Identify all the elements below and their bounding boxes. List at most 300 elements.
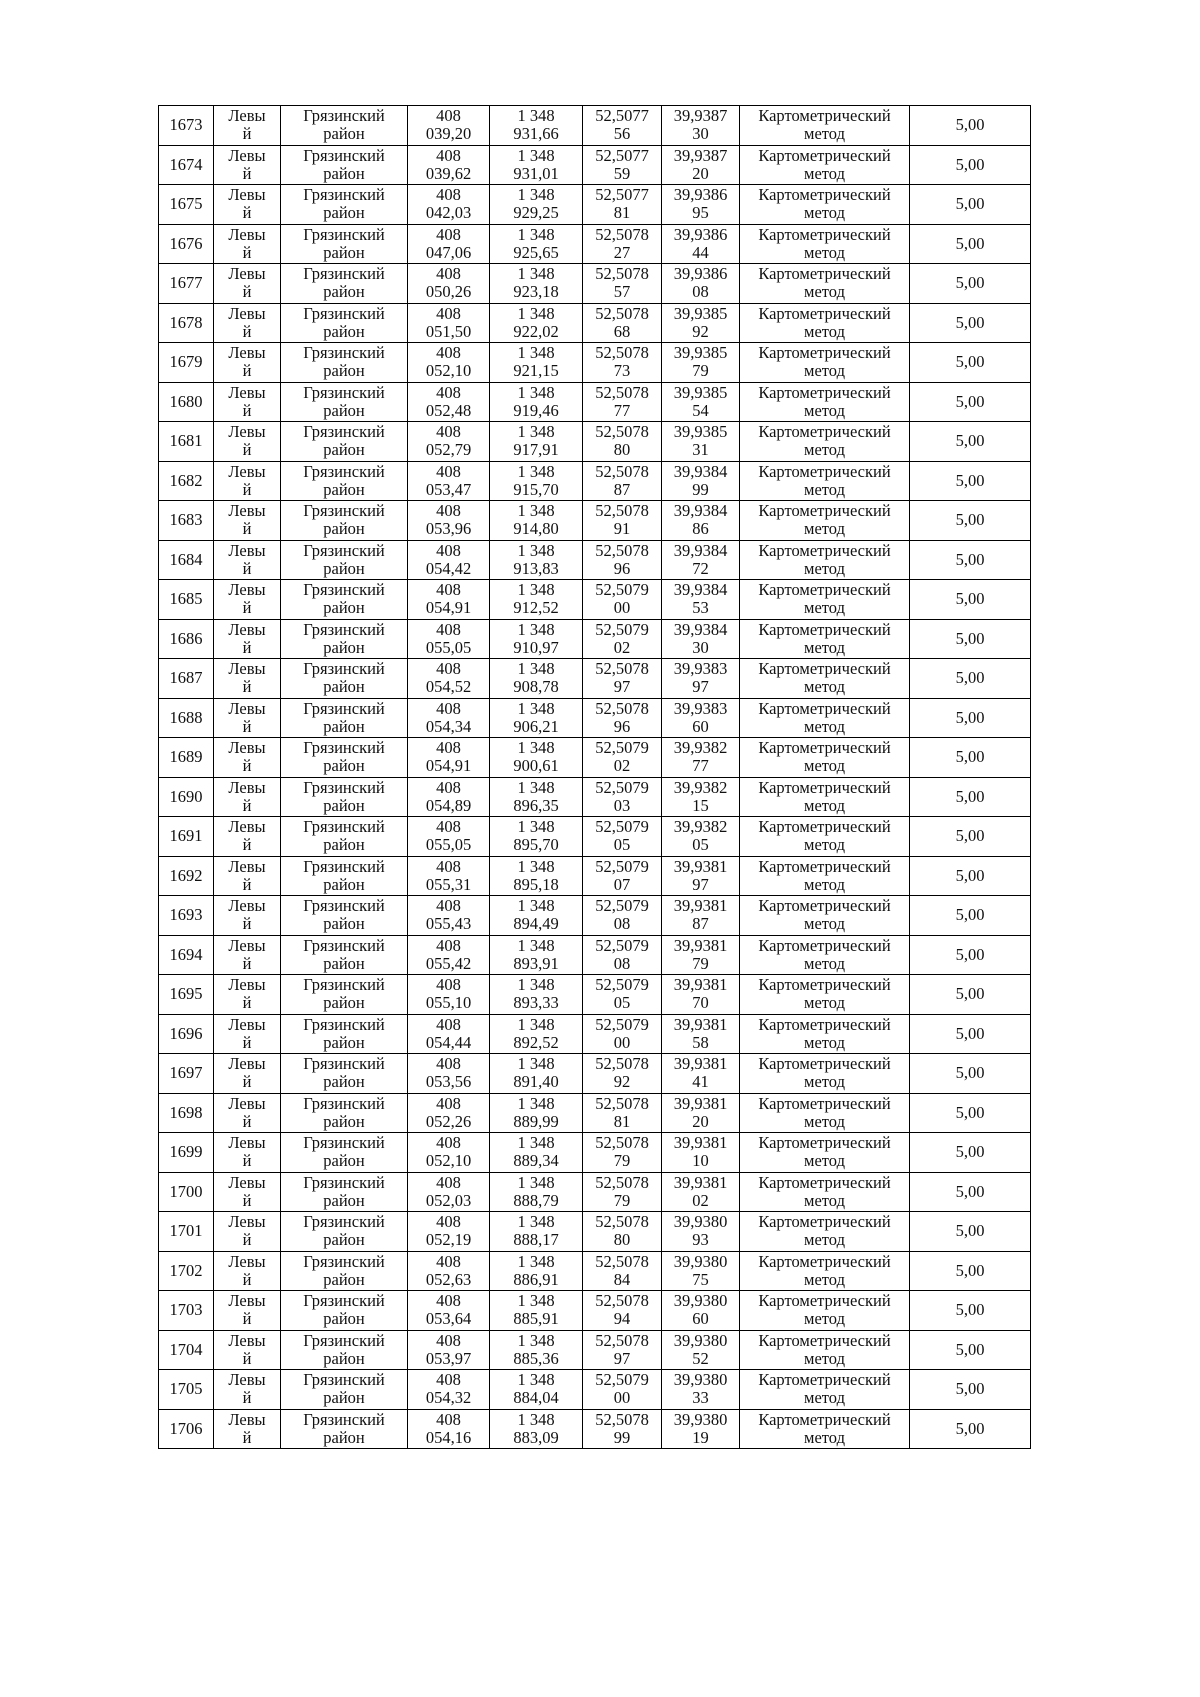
point-number-cell: 1696	[159, 1014, 214, 1054]
bank-side-line: й	[242, 1111, 252, 1131]
x-coordinate-line: 408	[436, 817, 461, 836]
x-coordinate-line: 408	[436, 461, 461, 481]
bank-side-cell	[214, 738, 281, 778]
x-coordinate-line: 055,10	[425, 993, 472, 1012]
latitude-cell	[583, 935, 662, 975]
table-row	[159, 1093, 1031, 1133]
y-coordinate-line: 1 348	[517, 1291, 555, 1310]
point-number-cell: 1673	[159, 106, 214, 146]
longitude-line: 39,9381	[673, 856, 728, 876]
determination-method-line: Картометрический	[758, 382, 891, 402]
latitude-line: 07	[613, 874, 631, 894]
y-coordinate-line: 888,79	[513, 1190, 559, 1210]
district-line: район	[323, 598, 365, 617]
x-coordinate-line: 408	[436, 185, 461, 204]
y-coordinate-cell	[490, 1172, 583, 1212]
longitude-line: 39,9384	[673, 461, 728, 481]
y-coordinate-cell	[490, 777, 583, 817]
bank-side-cell	[214, 1409, 281, 1449]
x-coordinate-line: 053,64	[425, 1309, 472, 1328]
district-cell	[281, 382, 408, 422]
table-row	[159, 106, 1031, 146]
latitude-cell	[583, 1330, 662, 1370]
determination-method-line: метод	[804, 1190, 845, 1210]
table-row	[159, 1172, 1031, 1212]
bank-side-line: Левы	[228, 817, 266, 836]
longitude-line: 10	[692, 1151, 709, 1170]
latitude-cell	[583, 975, 662, 1015]
longitude-cell	[662, 1054, 740, 1094]
district-line: район	[323, 479, 365, 499]
bank-side-cell	[214, 1093, 281, 1133]
point-number-cell: 1705	[159, 1370, 214, 1410]
longitude-line: 39,9381	[673, 1172, 728, 1192]
determination-method-cell	[740, 422, 910, 462]
bank-side-cell	[214, 303, 281, 343]
x-coordinate-line: 408	[436, 659, 461, 678]
bank-side-line: й	[242, 637, 252, 657]
longitude-line: 15	[692, 795, 709, 815]
latitude-line: 02	[613, 756, 631, 775]
latitude-line: 96	[613, 716, 631, 736]
x-coordinate-line: 408	[436, 145, 461, 165]
bank-side-line: й	[242, 677, 252, 696]
determination-method-line: метод	[804, 1388, 845, 1407]
table-row	[159, 619, 1031, 659]
longitude-cell	[662, 422, 740, 462]
determination-method-line: метод	[804, 795, 845, 815]
bank-side-line: й	[242, 914, 252, 933]
determination-method-line: метод	[804, 163, 845, 183]
latitude-cell	[583, 106, 662, 146]
latitude-line: 00	[613, 1388, 631, 1407]
longitude-line: 31	[692, 440, 709, 459]
latitude-line: 27	[613, 242, 631, 262]
x-coordinate-cell	[408, 659, 490, 699]
x-coordinate-line: 054,44	[425, 1032, 472, 1052]
longitude-line: 39,9386	[673, 224, 728, 244]
bank-side-line: Левы	[228, 343, 266, 362]
x-coordinate-line: 408	[436, 1409, 461, 1429]
district-line: Грязинский	[303, 1172, 385, 1192]
district-line: Грязинский	[303, 777, 385, 797]
longitude-cell	[662, 975, 740, 1015]
determination-method-cell	[740, 856, 910, 896]
district-line: район	[323, 874, 365, 894]
x-coordinate-line: 052,10	[425, 1151, 472, 1170]
determination-method-line: метод	[804, 598, 845, 617]
bank-side-line: й	[242, 1151, 252, 1170]
district-cell	[281, 935, 408, 975]
latitude-line: 57	[613, 282, 631, 301]
y-coordinate-line: 1 348	[517, 1212, 555, 1231]
bank-side-cell	[214, 1251, 281, 1291]
latitude-cell	[583, 1291, 662, 1331]
determination-method-line: Картометрический	[758, 896, 891, 915]
y-coordinate-line: 892,52	[513, 1032, 559, 1052]
latitude-line: 52,5078	[595, 343, 649, 362]
determination-method-line: метод	[804, 835, 845, 854]
district-cell	[281, 975, 408, 1015]
longitude-line: 86	[692, 519, 709, 538]
accuracy-cell: 5,00	[910, 698, 1031, 738]
bank-side-line: й	[242, 1269, 252, 1289]
x-coordinate-line: 408	[436, 896, 461, 915]
longitude-cell	[662, 540, 740, 580]
bank-side-line: й	[242, 1309, 252, 1328]
table-body	[159, 106, 1031, 1449]
y-coordinate-line: 895,18	[513, 874, 559, 894]
y-coordinate-line: 1 348	[517, 1054, 555, 1073]
latitude-line: 81	[613, 203, 631, 222]
district-line: Грязинский	[303, 501, 385, 520]
district-cell	[281, 343, 408, 383]
y-coordinate-line: 1 348	[517, 501, 555, 520]
longitude-line: 39,9380	[673, 1251, 728, 1271]
x-coordinate-cell	[408, 145, 490, 185]
y-coordinate-line: 1 348	[517, 422, 555, 441]
determination-method-line: Картометрический	[758, 1409, 891, 1429]
determination-method-line: метод	[804, 519, 845, 538]
x-coordinate-line: 054,16	[425, 1427, 472, 1447]
longitude-cell	[662, 1291, 740, 1331]
latitude-cell	[583, 659, 662, 699]
longitude-line: 39,9381	[673, 1133, 728, 1152]
determination-method-line: Картометрический	[758, 224, 891, 244]
x-coordinate-cell	[408, 817, 490, 857]
point-number-cell: 1690	[159, 777, 214, 817]
latitude-line: 05	[613, 993, 631, 1012]
x-coordinate-cell	[408, 1330, 490, 1370]
table-row	[159, 896, 1031, 936]
y-coordinate-cell	[490, 1133, 583, 1173]
y-coordinate-line: 914,80	[513, 519, 559, 538]
y-coordinate-cell	[490, 1014, 583, 1054]
latitude-cell	[583, 1054, 662, 1094]
longitude-line: 54	[692, 400, 709, 420]
accuracy-cell: 5,00	[910, 540, 1031, 580]
bank-side-line: Левы	[228, 540, 266, 560]
x-coordinate-line: 054,91	[425, 598, 472, 617]
y-coordinate-line: 1 348	[517, 145, 555, 165]
accuracy-cell: 5,00	[910, 1251, 1031, 1291]
longitude-cell	[662, 106, 740, 146]
longitude-cell	[662, 1330, 740, 1370]
district-line: район	[323, 716, 365, 736]
district-line: район	[323, 835, 365, 854]
determination-method-cell	[740, 1212, 910, 1252]
latitude-cell	[583, 185, 662, 225]
y-coordinate-line: 1 348	[517, 264, 555, 283]
accuracy-cell: 5,00	[910, 422, 1031, 462]
point-number-cell: 1701	[159, 1212, 214, 1252]
latitude-line: 52,5079	[595, 619, 649, 639]
bank-side-line: Левы	[228, 422, 266, 441]
district-cell	[281, 1370, 408, 1410]
y-coordinate-cell	[490, 1054, 583, 1094]
accuracy-cell: 5,00	[910, 935, 1031, 975]
y-coordinate-line: 1 348	[517, 619, 555, 639]
longitude-line: 87	[692, 914, 709, 933]
district-line: Грязинский	[303, 461, 385, 481]
determination-method-line: метод	[804, 953, 845, 973]
district-line: Грязинский	[303, 1330, 385, 1350]
longitude-line: 39,9386	[673, 185, 728, 204]
accuracy-cell: 5,00	[910, 185, 1031, 225]
point-number-cell: 1684	[159, 540, 214, 580]
determination-method-line: метод	[804, 242, 845, 262]
determination-method-line: Картометрический	[758, 1212, 891, 1231]
determination-method-cell	[740, 935, 910, 975]
y-coordinate-line: 1 348	[517, 1133, 555, 1152]
y-coordinate-cell	[490, 501, 583, 541]
longitude-line: 39,9382	[673, 817, 728, 836]
latitude-line: 52,5079	[595, 935, 649, 955]
determination-method-line: метод	[804, 1072, 845, 1091]
determination-method-line: Картометрический	[758, 698, 891, 718]
point-number-cell: 1700	[159, 1172, 214, 1212]
district-line: район	[323, 321, 365, 341]
x-coordinate-line: 408	[436, 224, 461, 244]
bank-side-line: Левы	[228, 303, 266, 323]
longitude-line: 60	[692, 716, 709, 736]
bank-side-cell	[214, 106, 281, 146]
latitude-line: 52,5078	[595, 1054, 649, 1073]
latitude-line: 68	[613, 321, 631, 341]
y-coordinate-line: 885,91	[513, 1309, 559, 1328]
bank-side-line: Левы	[228, 580, 266, 599]
longitude-line: 79	[692, 361, 709, 380]
determination-method-line: метод	[804, 361, 845, 380]
bank-side-line: Левы	[228, 1370, 266, 1389]
longitude-line: 39,9385	[673, 422, 728, 441]
latitude-line: 08	[613, 953, 631, 973]
determination-method-cell	[740, 224, 910, 264]
longitude-cell	[662, 1409, 740, 1449]
longitude-line: 93	[692, 1230, 709, 1249]
district-cell	[281, 896, 408, 936]
x-coordinate-line: 052,48	[425, 400, 472, 420]
y-coordinate-line: 1 348	[517, 106, 555, 125]
table-row	[159, 224, 1031, 264]
determination-method-line: Картометрический	[758, 1251, 891, 1271]
longitude-line: 58	[692, 1032, 709, 1052]
x-coordinate-cell	[408, 422, 490, 462]
district-cell	[281, 580, 408, 620]
district-line: район	[323, 1309, 365, 1328]
bank-side-line: й	[242, 203, 252, 222]
x-coordinate-line: 052,63	[425, 1269, 472, 1289]
determination-method-line: метод	[804, 400, 845, 420]
bank-side-cell	[214, 501, 281, 541]
latitude-cell	[583, 1370, 662, 1410]
y-coordinate-line: 889,99	[513, 1111, 559, 1131]
table-row	[159, 1054, 1031, 1094]
determination-method-line: Картометрический	[758, 659, 891, 678]
x-coordinate-line: 053,96	[425, 519, 472, 538]
table-row	[159, 817, 1031, 857]
longitude-cell	[662, 698, 740, 738]
district-line: Грязинский	[303, 185, 385, 204]
bank-side-line: Левы	[228, 1093, 266, 1113]
latitude-cell	[583, 145, 662, 185]
longitude-cell	[662, 659, 740, 699]
district-line: район	[323, 558, 365, 578]
determination-method-line: Картометрический	[758, 106, 891, 125]
latitude-line: 52,5078	[595, 1212, 649, 1231]
accuracy-cell: 5,00	[910, 1291, 1031, 1331]
district-line: район	[323, 124, 365, 143]
y-coordinate-line: 1 348	[517, 1330, 555, 1350]
longitude-line: 39,9386	[673, 264, 728, 283]
table-row	[159, 501, 1031, 541]
bank-side-line: Левы	[228, 382, 266, 402]
longitude-line: 39,9385	[673, 303, 728, 323]
y-coordinate-cell	[490, 224, 583, 264]
y-coordinate-cell	[490, 382, 583, 422]
latitude-cell	[583, 343, 662, 383]
latitude-cell	[583, 461, 662, 501]
x-coordinate-cell	[408, 540, 490, 580]
longitude-line: 39,9387	[673, 106, 728, 125]
x-coordinate-line: 053,47	[425, 479, 472, 499]
bank-side-line: й	[242, 598, 252, 617]
longitude-line: 39,9380	[673, 1291, 728, 1310]
x-coordinate-cell	[408, 1054, 490, 1094]
district-line: район	[323, 203, 365, 222]
latitude-line: 52,5079	[595, 580, 649, 599]
y-coordinate-line: 931,66	[513, 124, 559, 143]
y-coordinate-cell	[490, 1330, 583, 1370]
determination-method-line: Картометрический	[758, 145, 891, 165]
latitude-line: 52,5078	[595, 224, 649, 244]
latitude-line: 56	[613, 124, 631, 143]
bank-side-line: Левы	[228, 1133, 266, 1152]
determination-method-line: метод	[804, 677, 845, 696]
longitude-line: 39,9381	[673, 1014, 728, 1034]
latitude-cell	[583, 738, 662, 778]
district-line: район	[323, 993, 365, 1012]
determination-method-cell	[740, 501, 910, 541]
district-cell	[281, 698, 408, 738]
latitude-line: 52,5078	[595, 1093, 649, 1113]
determination-method-cell	[740, 619, 910, 659]
y-coordinate-cell	[490, 896, 583, 936]
determination-method-line: Картометрический	[758, 1172, 891, 1192]
y-coordinate-cell	[490, 106, 583, 146]
table-row	[159, 777, 1031, 817]
longitude-cell	[662, 1370, 740, 1410]
accuracy-cell: 5,00	[910, 501, 1031, 541]
bank-side-cell	[214, 1370, 281, 1410]
longitude-line: 41	[692, 1072, 709, 1091]
point-number-cell: 1697	[159, 1054, 214, 1094]
y-coordinate-cell	[490, 1291, 583, 1331]
determination-method-cell	[740, 698, 910, 738]
x-coordinate-line: 039,62	[425, 163, 472, 183]
longitude-line: 02	[692, 1190, 709, 1210]
y-coordinate-line: 1 348	[517, 224, 555, 244]
bank-side-line: Левы	[228, 738, 266, 757]
district-line: район	[323, 637, 365, 657]
longitude-line: 19	[692, 1427, 709, 1447]
latitude-cell	[583, 422, 662, 462]
y-coordinate-line: 929,25	[513, 203, 559, 222]
determination-method-line: метод	[804, 558, 845, 578]
district-line: Грязинский	[303, 540, 385, 560]
latitude-line: 52,5077	[595, 185, 649, 204]
latitude-line: 52,5078	[595, 382, 649, 402]
bank-side-line: Левы	[228, 1172, 266, 1192]
x-coordinate-cell	[408, 738, 490, 778]
point-number-cell: 1678	[159, 303, 214, 343]
district-cell	[281, 224, 408, 264]
longitude-cell	[662, 817, 740, 857]
determination-method-cell	[740, 303, 910, 343]
y-coordinate-cell	[490, 1093, 583, 1133]
x-coordinate-line: 408	[436, 856, 461, 876]
determination-method-line: метод	[804, 203, 845, 222]
latitude-line: 52,5079	[595, 738, 649, 757]
point-number-cell: 1677	[159, 264, 214, 304]
accuracy-cell: 5,00	[910, 106, 1031, 146]
y-coordinate-line: 915,70	[513, 479, 559, 499]
x-coordinate-line: 408	[436, 619, 461, 639]
bank-side-line: Левы	[228, 1291, 266, 1310]
bank-side-line: Левы	[228, 975, 266, 994]
longitude-cell	[662, 145, 740, 185]
x-coordinate-line: 408	[436, 1251, 461, 1271]
y-coordinate-line: 1 348	[517, 1093, 555, 1113]
district-line: район	[323, 1388, 365, 1407]
bank-side-line: й	[242, 1032, 252, 1052]
table-row	[159, 422, 1031, 462]
determination-method-line: метод	[804, 637, 845, 657]
longitude-line: 39,9381	[673, 896, 728, 915]
district-line: Грязинский	[303, 1251, 385, 1271]
bank-side-line: Левы	[228, 619, 266, 639]
determination-method-line: метод	[804, 914, 845, 933]
x-coordinate-line: 055,42	[425, 953, 472, 973]
x-coordinate-cell	[408, 343, 490, 383]
district-line: Грязинский	[303, 580, 385, 599]
determination-method-line: метод	[804, 1309, 845, 1328]
x-coordinate-line: 408	[436, 1014, 461, 1034]
longitude-line: 20	[692, 163, 709, 183]
district-cell	[281, 185, 408, 225]
y-coordinate-line: 1 348	[517, 817, 555, 836]
latitude-cell	[583, 1172, 662, 1212]
district-cell	[281, 619, 408, 659]
x-coordinate-cell	[408, 264, 490, 304]
determination-method-line: метод	[804, 1111, 845, 1131]
longitude-line: 39,9384	[673, 580, 728, 599]
determination-method-line: метод	[804, 1032, 845, 1052]
determination-method-line: Картометрический	[758, 935, 891, 955]
y-coordinate-line: 931,01	[513, 163, 559, 183]
district-cell	[281, 264, 408, 304]
x-coordinate-line: 055,05	[425, 835, 472, 854]
district-line: Грязинский	[303, 1409, 385, 1429]
longitude-cell	[662, 896, 740, 936]
y-coordinate-cell	[490, 422, 583, 462]
longitude-line: 97	[692, 874, 709, 894]
determination-method-line: метод	[804, 1348, 845, 1368]
y-coordinate-line: 906,21	[513, 716, 559, 736]
longitude-line: 79	[692, 953, 709, 973]
determination-method-cell	[740, 659, 910, 699]
determination-method-line: метод	[804, 756, 845, 775]
